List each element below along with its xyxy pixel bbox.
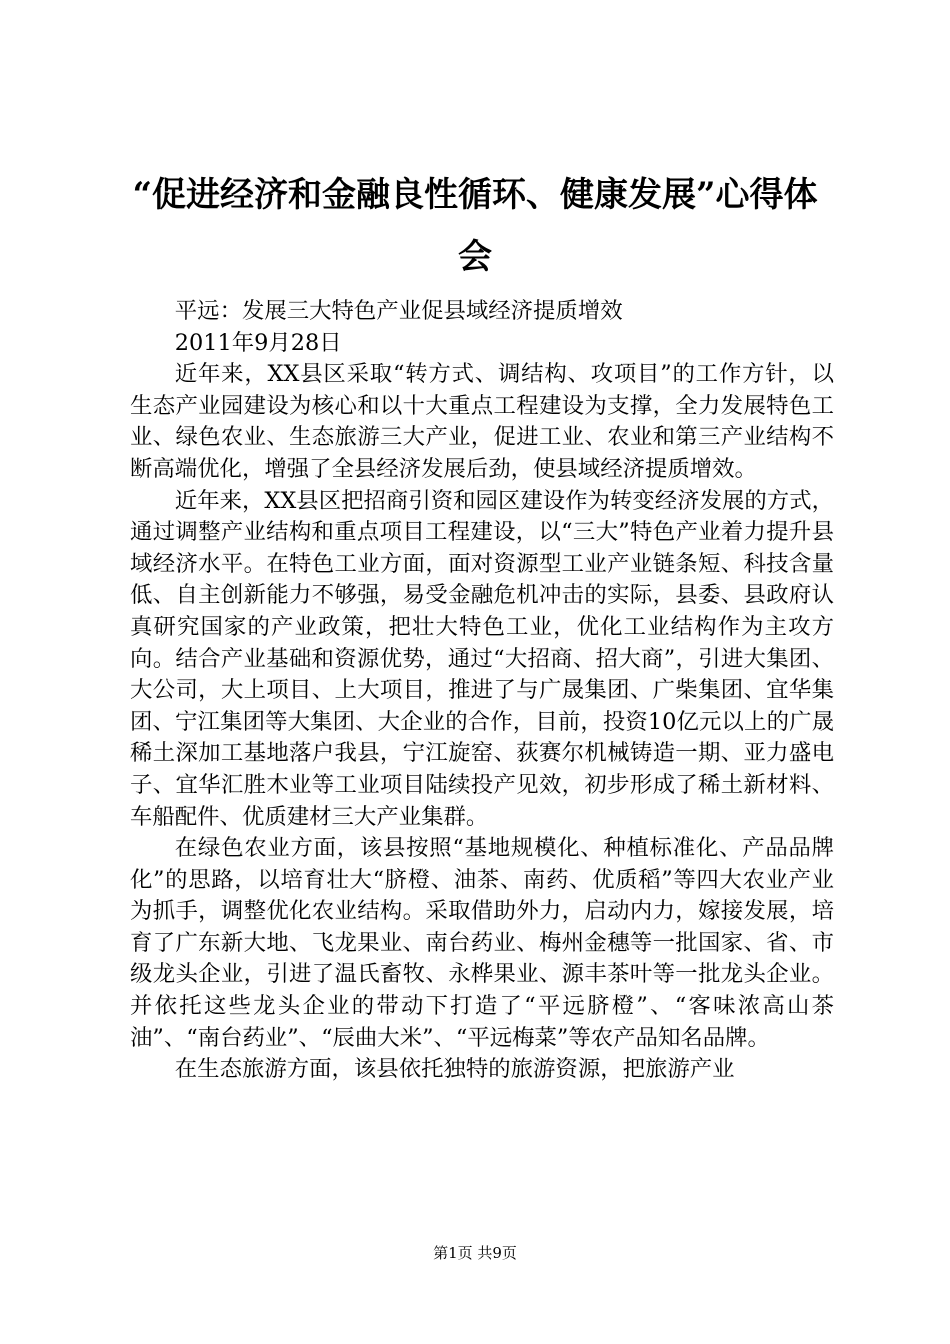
page-footer: 第1页 共9页 <box>433 1244 517 1262</box>
document-body <box>130 296 834 1086</box>
subtitle-line: 平远：发展三大特色产业促县域经济提质增效 <box>174 298 623 324</box>
document-title: “促进经济和金融良性循环、健康发展”心得体会 <box>132 175 818 277</box>
paragraph: 在绿色农业方面，该县按照“基地规模化、种植标准化、产品品牌化”的思路，以培育壮大“脐橙、油茶、南药、优质稻”等四大农业产业为抓手，调整优化农业结构。采取借助外力，启动内力，嫁接发展，培育了广东新大地、飞龙果业、南台药业、梅州金穗等一批国家、省、市级龙头企业，引进了温氏畜牧、永桦果业、源丰茶叶等一批龙头企业。并依托这些龙头企业的带动下打造了“平远脐橙”、“客味浓高山茶油”、“南台药业”、“辰曲大米”、“平远梅菜”等农产品知名品牌。 <box>130 835 834 1051</box>
paragraph: 近年来，XX县区把招商引资和园区建设作为转变经济发展的方式，通过调整产业结构和重点项目工程建设，以“三大”特色产业着力提升县域经济水平。在特色工业方面，面对资源型工业产业链条短、科技含量低、自主创新能力不够强，易受金融危机冲击的实际，县委、县政府认真研究国家的产业政策，把壮大特色工业，优化工业结构作为主攻方向。结合产业基础和资源优势，通过“大招商、招大商”，引进大集团、大公司，大上项目、上大项目，推进了与广晟集团、广柴集团、宜华集团、宁江集团等大集团、大企业的合作，目前，投资10亿元以上的广晟稀土深加工基地落户我县，宁江旋窑、荻赛尔机械铸造一期、亚力盛电子、宜华汇胜木业等工业项目陆续投产见效，初步形成了稀土新材料、车船配件、优质建材三大产业集群。 <box>130 487 834 830</box>
paragraph: 在生态旅游方面，该县依托独特的旅游资源，把旅游产业 <box>174 1056 735 1083</box>
date-line: 2011年9月28日 <box>174 329 342 356</box>
paragraph: 近年来，XX县区采取“转方式、调结构、攻项目”的工作方针，以生态产业园建设为核心和以十大重点工程建设为支撑，全力发展特色工业、绿色农业、生态旅游三大产业，促进工业、农业和第三产业结构不断高端优化，增强了全县经济发展后劲，使县域经济提质增效。 <box>130 361 834 482</box>
